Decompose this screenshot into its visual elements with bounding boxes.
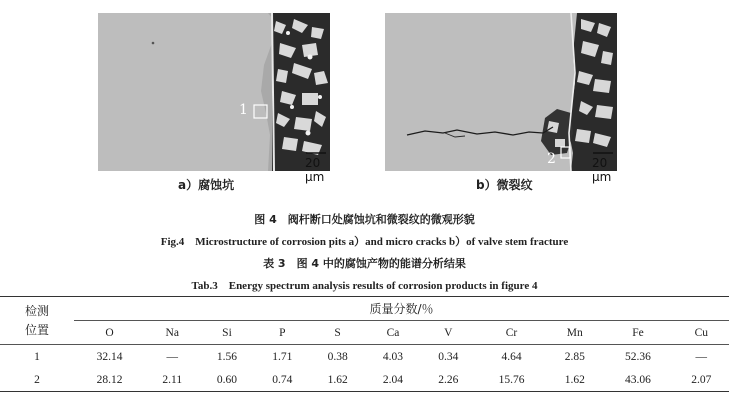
measurement-marker-2: 2: [547, 151, 556, 167]
figure-caption-zh: 图 4 阀杆断口处腐蚀坑和微裂纹的微观形貌: [254, 213, 475, 226]
table-caption-zh: 表 3 图 4 中的腐蚀产物的能谱分析结果: [263, 257, 466, 270]
table-cell: 2.26: [438, 373, 459, 386]
column-header: S: [334, 326, 341, 339]
table-cell: 0.60: [216, 373, 238, 386]
table-cell: 0.34: [438, 350, 459, 363]
table-row: [0, 368, 729, 392]
table-cell: 2.07: [691, 373, 712, 386]
table-cell: —: [695, 350, 708, 363]
table-cell: 0.38: [327, 350, 348, 363]
micrograph-corrosion-pit: [98, 13, 330, 184]
figure-caption-en: Fig.4 Microstructure of corrosion pits a）and micro cracks b）of valve stem fracture: [160, 236, 569, 248]
column-header: V: [444, 326, 453, 339]
table-caption-en: Tab.3 Energy spectrum analysis results of corrosion products in figure 4: [191, 280, 538, 292]
panel-b-label: b）微裂纹: [476, 178, 533, 192]
table-cell: 43.06: [625, 373, 651, 386]
mass-fraction-header: 质量分数/％: [74, 297, 729, 321]
measurement-marker-1: 1: [239, 102, 248, 118]
panel-a-label: a）腐蚀坑: [178, 178, 235, 192]
table-cell: —: [166, 350, 178, 363]
table-cell: 1.71: [272, 350, 293, 363]
column-header: Ca: [386, 326, 400, 339]
scale-bar-label: 20 μm: [592, 156, 612, 184]
table-row: [0, 345, 729, 369]
table-cell: 1.56: [216, 350, 238, 363]
table-cell: 15.76: [498, 373, 525, 386]
table-cell: 4.03: [382, 350, 404, 363]
table-cell: 32.14: [96, 350, 123, 363]
table-cell: 1.62: [564, 373, 585, 386]
table-cell: 2: [34, 373, 40, 386]
column-header: P: [279, 326, 286, 339]
column-header: Na: [165, 326, 179, 339]
column-header: Fe: [632, 326, 644, 339]
column-header: O: [105, 326, 114, 339]
energy-spectrum-table: [0, 296, 729, 392]
column-header: Cr: [505, 326, 518, 339]
table-cell: 2.04: [382, 373, 404, 386]
table-cell: 0.74: [272, 373, 293, 386]
scale-bar-label: 20 μm: [305, 156, 325, 184]
table-cell: 2.11: [162, 373, 183, 386]
column-header: Mn: [566, 326, 583, 339]
table-cell: 1.62: [327, 373, 348, 386]
table-cell: 4.64: [501, 350, 522, 363]
table-cell: 52.36: [625, 350, 651, 363]
micrograph-micro-crack: [385, 13, 617, 184]
position-header: 检测 位置: [24, 303, 49, 337]
column-header: Cu: [694, 326, 708, 339]
table-cell: 2.85: [564, 350, 585, 363]
table-cell: 28.12: [96, 373, 123, 386]
column-header: Si: [222, 326, 232, 339]
table-cell: 1: [34, 350, 40, 363]
